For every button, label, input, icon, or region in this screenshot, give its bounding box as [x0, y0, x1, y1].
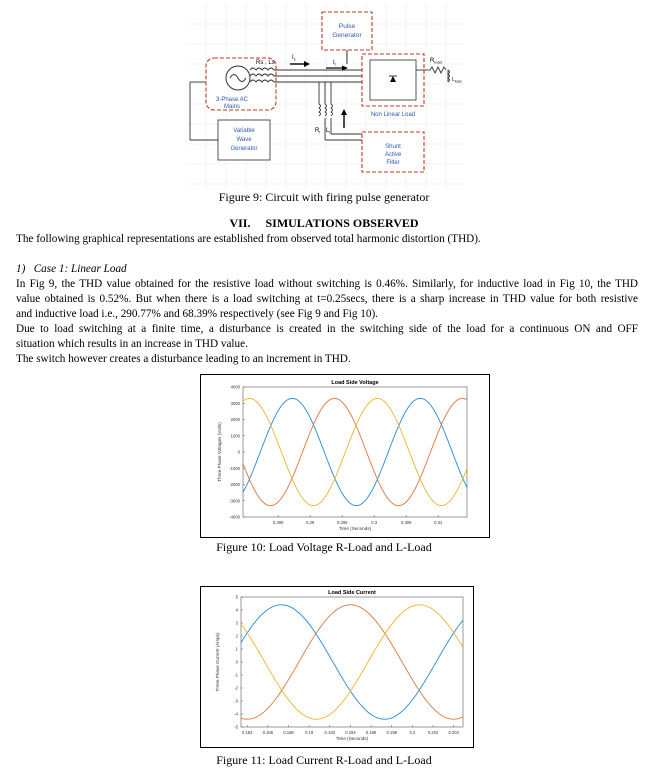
is-arrow-head: [304, 61, 310, 67]
y-tick-label: 1000: [230, 433, 240, 439]
y-tick-label: -3: [234, 698, 238, 704]
x-tick-label: 0.188: [283, 730, 294, 735]
y-tick-label: -2000: [229, 482, 240, 488]
y-tick-label: -3000: [229, 498, 240, 504]
x-tick-label: 0.19: [305, 730, 314, 735]
x-tick-label: 0.198: [386, 730, 397, 735]
chart-title: Load Side Voltage: [331, 380, 379, 386]
y-tick-label: 4000: [230, 384, 240, 390]
plot-area: [241, 597, 463, 727]
variable-wave-label-1: Variable: [233, 128, 255, 134]
rl-label: $R_l$: [315, 128, 321, 135]
lload-label: $L_{load}$: [452, 77, 462, 84]
x-tick-label: 0.295: [336, 520, 348, 525]
x-tick-label: 0.31: [434, 520, 443, 525]
y-tick-label: 1: [235, 646, 238, 652]
figure-9-caption: Figure 9: Circuit with firing pulse generator: [218, 190, 430, 204]
x-tick-label: 0.184: [241, 730, 253, 735]
rs-ls-label: Rs , Ls: [256, 60, 275, 66]
paragraph-1-line-3: and inductive load i.e., 290.77% and 68.39% respectively (see Fig 9 and Fig 10).: [16, 308, 378, 320]
y-axis-label: Three Phase Voltages (Volts): [217, 422, 222, 482]
load-voltage-chart: [201, 375, 489, 537]
y-tick-label: -5: [234, 724, 238, 730]
x-axis-label: Time (Seconds): [338, 526, 372, 531]
rload-resistor: [430, 67, 446, 73]
shunt-filter-label-1: Shunt: [385, 144, 401, 150]
intro-paragraph: The following graphical representations are established from observed total harmonic distortion (THD).: [16, 233, 481, 245]
x-tick-label: 0.2: [409, 730, 416, 735]
shunt-inductor-1: [319, 104, 321, 116]
is-label: $I_s$: [292, 55, 296, 62]
x-tick-label: 0.192: [324, 730, 336, 735]
x-tick-label: 0.202: [427, 730, 439, 735]
y-tick-label: 0: [235, 659, 238, 665]
y-tick-label: -4000: [229, 514, 240, 520]
rload-label: $R_{load}$: [430, 58, 442, 65]
paragraph-3: The switch however creates a disturbance leading to an increment in THD.: [16, 353, 351, 365]
mains-label-2: Mains: [223, 104, 241, 110]
circuit-svg: [186, 4, 464, 190]
nonlinear-load-label: Non Linear Load: [370, 112, 416, 118]
y-tick-label: 0: [237, 449, 240, 455]
x-tick-label: 0.285: [272, 520, 284, 525]
y-tick-label: 4: [235, 607, 238, 613]
plot-area: [243, 387, 467, 517]
pulse-generator-label-2: Generator: [332, 32, 362, 39]
figure-11-caption: Figure 11: Load Current R-Load and L-Load: [216, 753, 432, 767]
x-tick-label: 0.196: [365, 730, 377, 735]
variable-wave-label-3: Generator: [230, 146, 258, 152]
y-tick-label: -1: [234, 672, 238, 678]
x-tick-label: 0.305: [400, 520, 412, 525]
shunt-filter-label-3: Filter: [386, 160, 400, 166]
y-tick-label: -2: [234, 685, 238, 691]
y-tick-label: -4: [234, 711, 238, 717]
circuit-diagram: [186, 4, 464, 190]
ll-label: $L_l$: [326, 128, 331, 135]
paragraph-2-line-2: situation which results in an increase in THD value.: [16, 338, 248, 350]
x-tick-label: 0.204: [448, 730, 459, 735]
figure-10-frame: [200, 374, 490, 538]
mains-label-1: 3-Phase AC: [215, 97, 249, 103]
section-title: SIMULATIONS OBSERVED: [265, 216, 419, 230]
paragraph-1-line-1: In Fig 9, the THD value obtained for the resistive load without switching is 0.46%. Similarly, for inductive load in Fig 10, the THD: [16, 278, 638, 290]
figure-11-frame: [200, 586, 474, 748]
figure-10-caption: Figure 10: Load Voltage R-Load and L-Load: [216, 540, 432, 554]
subsection-number: 1): [16, 263, 26, 275]
y-tick-label: 3000: [230, 400, 240, 406]
variable-wave-label-2: Wave: [236, 137, 252, 143]
load-current-chart: [201, 587, 473, 747]
shunt-filter-label-2: Active: [384, 152, 402, 158]
x-axis-label: Time (Seconds): [335, 736, 369, 741]
y-tick-label: 2: [235, 633, 238, 639]
x-tick-label: 0.186: [262, 730, 274, 735]
x-tick-label: 0.194: [345, 730, 356, 735]
y-tick-label: 5: [235, 594, 238, 600]
shunt-inductor-3: [331, 104, 333, 116]
subsection-heading: [16, 262, 638, 277]
section-heading: [0, 216, 648, 231]
paragraph-1-line-2: value obtained is 0.52%. But when there is a load switching at t=0.25secs, there is a sharp increase in THD value for both resistive: [16, 293, 638, 305]
x-tick-label: 0.3: [371, 520, 378, 525]
y-tick-label: 2000: [230, 417, 240, 423]
y-tick-label: -1000: [229, 465, 240, 471]
paragraph-1: [16, 277, 638, 322]
section-number: VII.: [229, 216, 251, 230]
subsection-title: Case 1: Linear Load: [33, 263, 127, 275]
pulse-generator-box: [322, 12, 372, 50]
paragraph-2-line-1: Due to load switching at a finite time, a disturbance is created in the switching side of the load for a continuous ON and OFF: [16, 323, 638, 335]
y-axis-label: Three Phase Current (Amps): [215, 632, 220, 692]
chart-title: Load Side Current: [328, 590, 376, 596]
il-label: $I_l$: [333, 60, 336, 67]
pulse-generator-label-1: Pulse: [338, 23, 356, 30]
y-tick-label: 3: [235, 620, 238, 626]
paragraph-2: [16, 322, 638, 352]
x-tick-label: 0.29: [306, 520, 315, 525]
